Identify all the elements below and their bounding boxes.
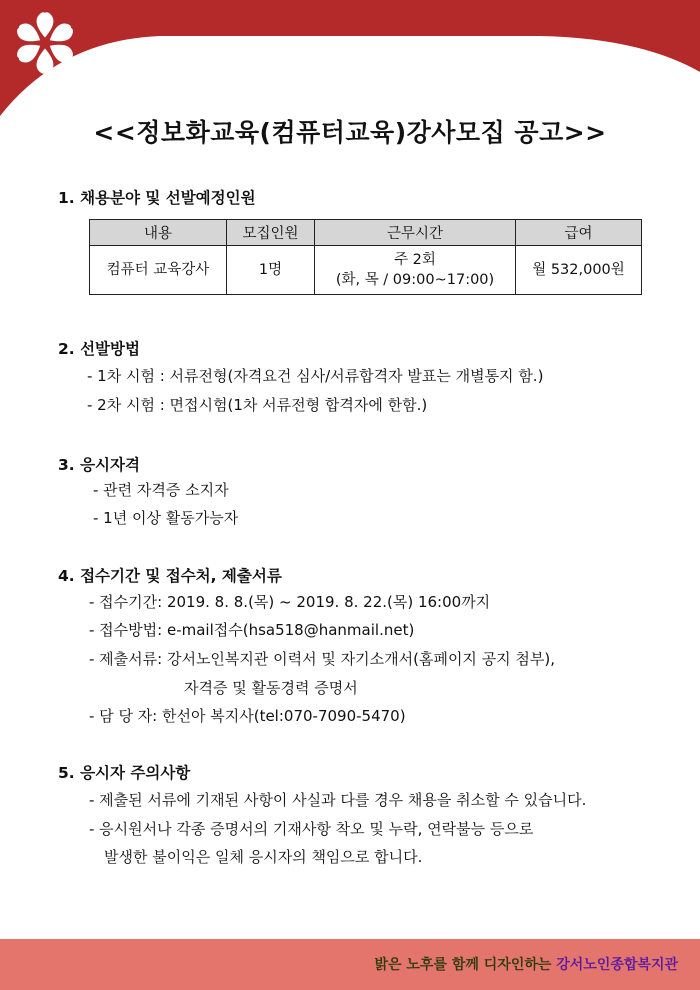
count-cell: 1명 — [227, 246, 315, 295]
section-5-heading: 5. 응시자 주의사항 — [58, 764, 191, 782]
table-row — [90, 246, 642, 295]
table-header-cell: 근무시간 — [315, 220, 516, 246]
pay-cell: 월 532,000원 — [516, 246, 642, 295]
hours-cell — [315, 246, 516, 295]
top-banner — [0, 0, 700, 130]
hours-line-1: 주 2회 — [394, 252, 436, 268]
footer-bar — [0, 939, 700, 990]
list-item: - 응시원서나 각종 증명서의 기재사항 착오 및 누락, 연락불능 등으로 — [89, 820, 534, 838]
footer-org-name: 강서노인종합복지관 — [556, 957, 678, 973]
section-2-heading: 2. 선발방법 — [58, 340, 140, 358]
list-item: - 접수방법: e-mail접수(hsa518@hanmail.net) — [89, 621, 415, 639]
page-title: <<정보화교육(컴퓨터교육)강사모집 공고>> — [93, 118, 607, 147]
hours-line-2: (화, 목 / 09:00~17:00) — [335, 272, 495, 288]
list-item: - 2차 시험 : 면접시험(1차 서류전형 합격자에 한함.) — [87, 396, 428, 414]
footer-slogan: 밝은 노후를 함께 디자인하는 — [374, 957, 552, 973]
list-item: - 제출서류: 강서노인복지관 이력서 및 자기소개서(홈페이지 공지 첨부), — [89, 650, 556, 668]
list-item-continuation: 발생한 불이익은 일체 응시자의 책임으로 합니다. — [104, 848, 423, 866]
table-header-cell: 급여 — [516, 220, 642, 246]
table-header-cell: 내용 — [90, 220, 227, 246]
position-cell: 컴퓨터 교육강사 — [90, 246, 227, 295]
table-header-row — [90, 220, 642, 246]
list-item: - 담 당 자: 한선아 복지사(tel:070-7090-5470) — [89, 707, 406, 725]
table-header-cell: 모집인원 — [227, 220, 315, 246]
list-item: - 1차 시험 : 서류전형(자격요건 심사/서류합격자 발표는 개별통지 함.) — [87, 367, 544, 385]
list-item: - 제출된 서류에 기재된 사항이 사실과 다를 경우 채용을 취소할 수 있습니다. — [89, 791, 587, 809]
flower-logo-icon — [8, 6, 82, 80]
recruitment-table — [89, 219, 642, 295]
list-item: - 1년 이상 활동가능자 — [93, 509, 239, 527]
section-1-heading: 1. 채용분야 및 선발예정인원 — [58, 189, 256, 207]
section-4-heading: 4. 접수기간 및 접수처, 제출서류 — [58, 567, 282, 585]
section-3-heading: 3. 응시자격 — [58, 456, 140, 474]
list-item: - 접수기간: 2019. 8. 8.(목) ~ 2019. 8. 22.(목) 16:00까지 — [89, 593, 491, 611]
list-item-continuation: 자격증 및 활동경력 증명서 — [184, 679, 358, 697]
footer-text — [374, 954, 678, 974]
list-item: - 관련 자격증 소지자 — [93, 481, 229, 499]
